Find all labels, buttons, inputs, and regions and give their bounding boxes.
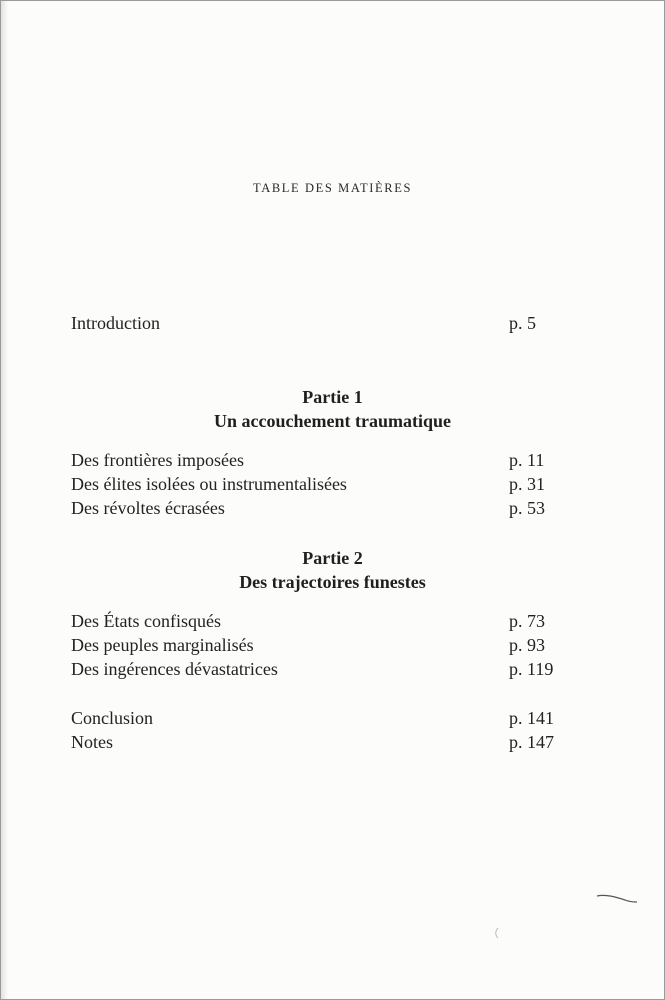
toc-entry-label: Des frontières imposées [71,450,244,470]
binding-shadow [1,1,8,999]
toc-entry-page: p. 147 [509,732,554,752]
toc-entry-page: p. 73 [509,611,545,631]
part-1-number: Partie 1 [302,387,363,407]
page-heading: TABLE DES MATIÈRES [252,181,413,195]
part-2-number: Partie 2 [302,548,363,568]
toc-entry-notes [71,732,559,756]
toc-entry-page: p. 141 [509,708,554,728]
toc-entry-label: Notes [71,732,113,752]
toc-entry-page: p. 53 [509,498,545,518]
toc-entry-page: p. 11 [509,450,545,470]
toc-entry [71,474,559,498]
toc-entry-label: Conclusion [71,708,154,728]
pencil-mark [596,891,638,905]
toc-entry-page: p. 93 [509,635,545,655]
part-2-header [1,546,664,594]
toc-entry-page: p. 5 [509,313,536,333]
toc-entry [71,611,559,635]
toc-entry-label: Des révoltes écrasées [71,498,225,518]
toc-entry-conclusion [71,708,559,732]
toc-entry-label: Des peuples marginalisés [71,635,254,655]
toc-entry-label: Des ingérences dévastatrices [71,659,278,679]
toc-entry [71,659,559,683]
toc-entry-label: Introduction [71,313,160,333]
toc-entry [71,450,559,474]
toc-entry [71,635,559,659]
toc-entry-label: Des États confisqués [71,611,221,631]
toc-entry-introduction [71,313,559,337]
part-1-title: Un accouchement traumatique [214,411,451,431]
toc-entry-page: p. 119 [509,659,554,679]
part-2-title: Des trajectoires funestes [239,572,426,592]
toc-entry [71,498,559,522]
scan-speck [493,927,501,939]
toc-entry-page: p. 31 [509,474,545,494]
part-1-header [1,385,664,433]
toc-entry-label: Des élites isolées ou instrumentalisées [71,474,347,494]
